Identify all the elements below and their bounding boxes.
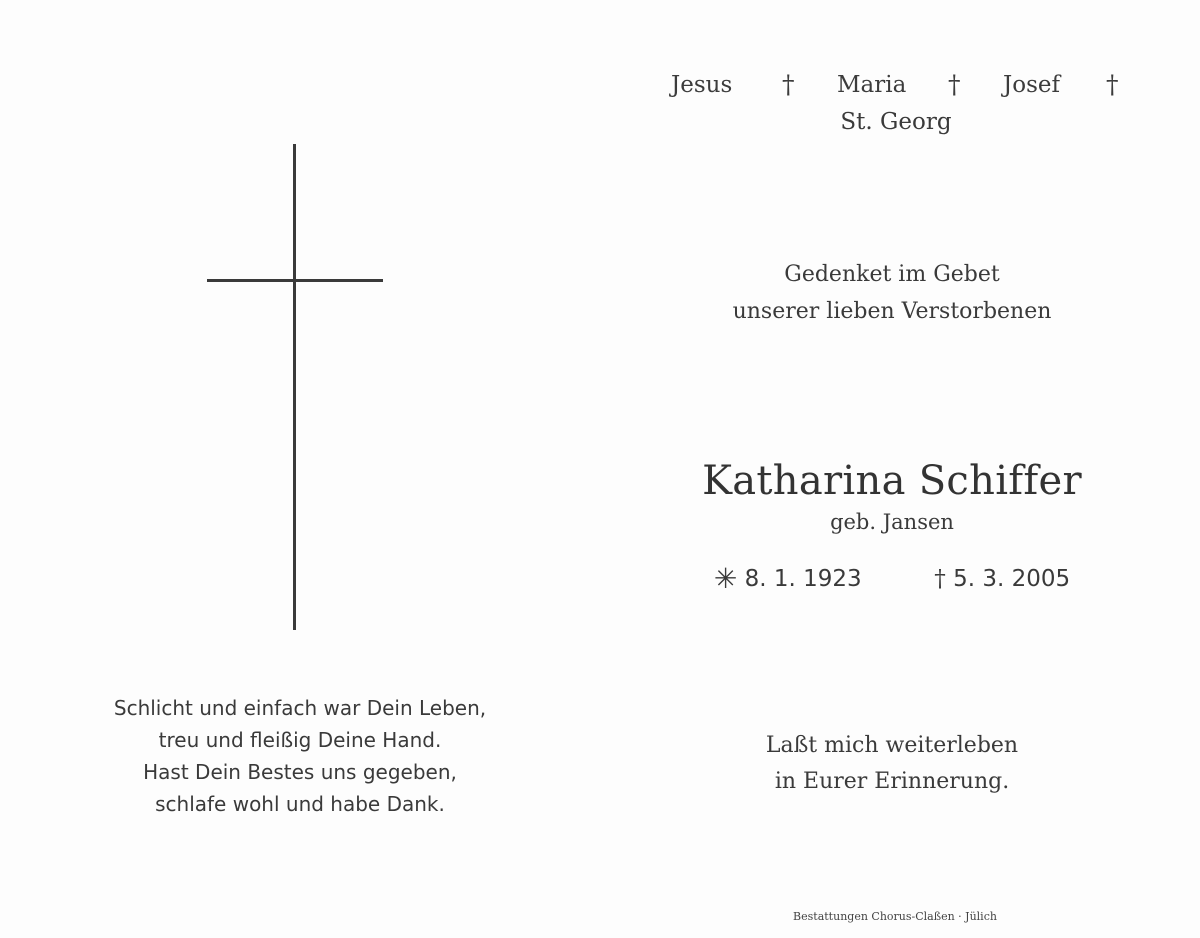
closing-text bbox=[592, 728, 1192, 800]
deceased-name: Katharina Schiffer bbox=[702, 458, 1082, 504]
birth-star-icon: ✳ bbox=[713, 562, 738, 595]
death-date: 5. 3. 2005 bbox=[953, 566, 1071, 592]
header-name-jesus: Jesus bbox=[671, 72, 733, 98]
poem bbox=[60, 692, 540, 820]
poem-line: Schlicht und einfach war Dein Leben, bbox=[113, 696, 487, 720]
poem-line: Hast Dein Bestes uns gegeben, bbox=[143, 760, 457, 784]
intro-text bbox=[592, 256, 1192, 330]
parish-name: St. Georg bbox=[840, 109, 952, 135]
dagger-icon: † bbox=[782, 70, 795, 99]
birth-date: 8. 1. 1923 bbox=[744, 566, 862, 592]
cross-icon-crossbar bbox=[207, 279, 383, 282]
funeral-home-credit: Bestattungen Chorus-Claßen · Jülich bbox=[793, 910, 997, 923]
life-dates bbox=[592, 562, 1192, 595]
death-dagger-icon: † bbox=[934, 566, 946, 592]
header-name-maria: Maria bbox=[837, 72, 907, 98]
poem-line: schlafe wohl und habe Dank. bbox=[155, 792, 445, 816]
poem-line: treu und fleißig Deine Hand. bbox=[158, 728, 442, 752]
closing-line-2: in Eurer Erinnerung. bbox=[774, 769, 1010, 794]
birth-name: geb. Jansen bbox=[830, 510, 954, 534]
dagger-icon: † bbox=[948, 70, 961, 99]
header-name-josef: Josef bbox=[1003, 72, 1060, 98]
closing-line-1: Laßt mich weiterleben bbox=[765, 733, 1019, 758]
intro-line-1: Gedenket im Gebet bbox=[784, 262, 1000, 287]
dagger-icon: † bbox=[1106, 70, 1119, 99]
intro-line-2: unserer lieben Verstorbenen bbox=[732, 299, 1052, 324]
cross-icon bbox=[293, 144, 296, 630]
